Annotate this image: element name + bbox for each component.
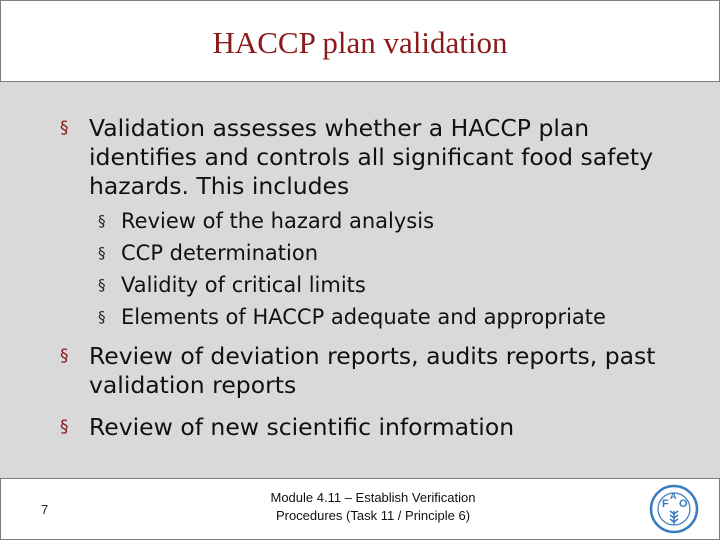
page-number: 7	[41, 502, 49, 517]
bullet-text: Review of deviation reports, audits reports, past validation reports	[89, 342, 656, 399]
slide-title: HACCP plan validation	[212, 25, 508, 60]
sub-bullet-ccp	[98, 238, 678, 269]
footer-module-text	[223, 489, 523, 525]
sub-bullet-text: CCP determination	[121, 241, 319, 265]
svg-text:F: F	[662, 498, 669, 510]
sub-bullet-marker-icon: §	[98, 276, 106, 294]
bullet-marker-icon: §	[60, 118, 69, 138]
sub-bullet-marker-icon: §	[98, 244, 106, 262]
svg-text:A: A	[670, 491, 677, 501]
bullet-marker-icon: §	[60, 346, 69, 366]
bullet-marker-icon: §	[60, 417, 69, 437]
sub-bullet-hazard-analysis	[98, 206, 678, 237]
bullet-text: Validation assesses whether a HACCP plan identifies and controls all significant food safety hazards. This includes	[89, 114, 654, 200]
sub-bullet-text: Validity of critical limits	[121, 273, 366, 297]
sub-bullet-text: Elements of HACCP adequate and appropriate	[121, 305, 606, 329]
bullet-validation	[60, 114, 660, 201]
bullet-text: Review of new scientific information	[89, 413, 515, 441]
svg-text:O: O	[679, 498, 688, 510]
sub-bullet-text: Review of the hazard analysis	[121, 209, 435, 233]
title-bar	[0, 0, 720, 82]
sub-bullet-elements	[98, 302, 678, 333]
bullet-scientific-info	[60, 413, 660, 442]
slide-content	[0, 82, 720, 478]
sub-bullet-marker-icon: §	[98, 308, 106, 326]
footer-line-2: Procedures (Task 11 / Principle 6)	[275, 508, 471, 523]
footer-line-1: Module 4.11 – Establish Verification	[270, 490, 476, 505]
fao-logo-icon	[649, 484, 699, 534]
sub-bullet-critical-limits	[98, 270, 678, 301]
footer-bar	[0, 478, 720, 540]
sub-bullet-marker-icon: §	[98, 212, 106, 230]
bullet-deviation-reports	[60, 342, 660, 400]
